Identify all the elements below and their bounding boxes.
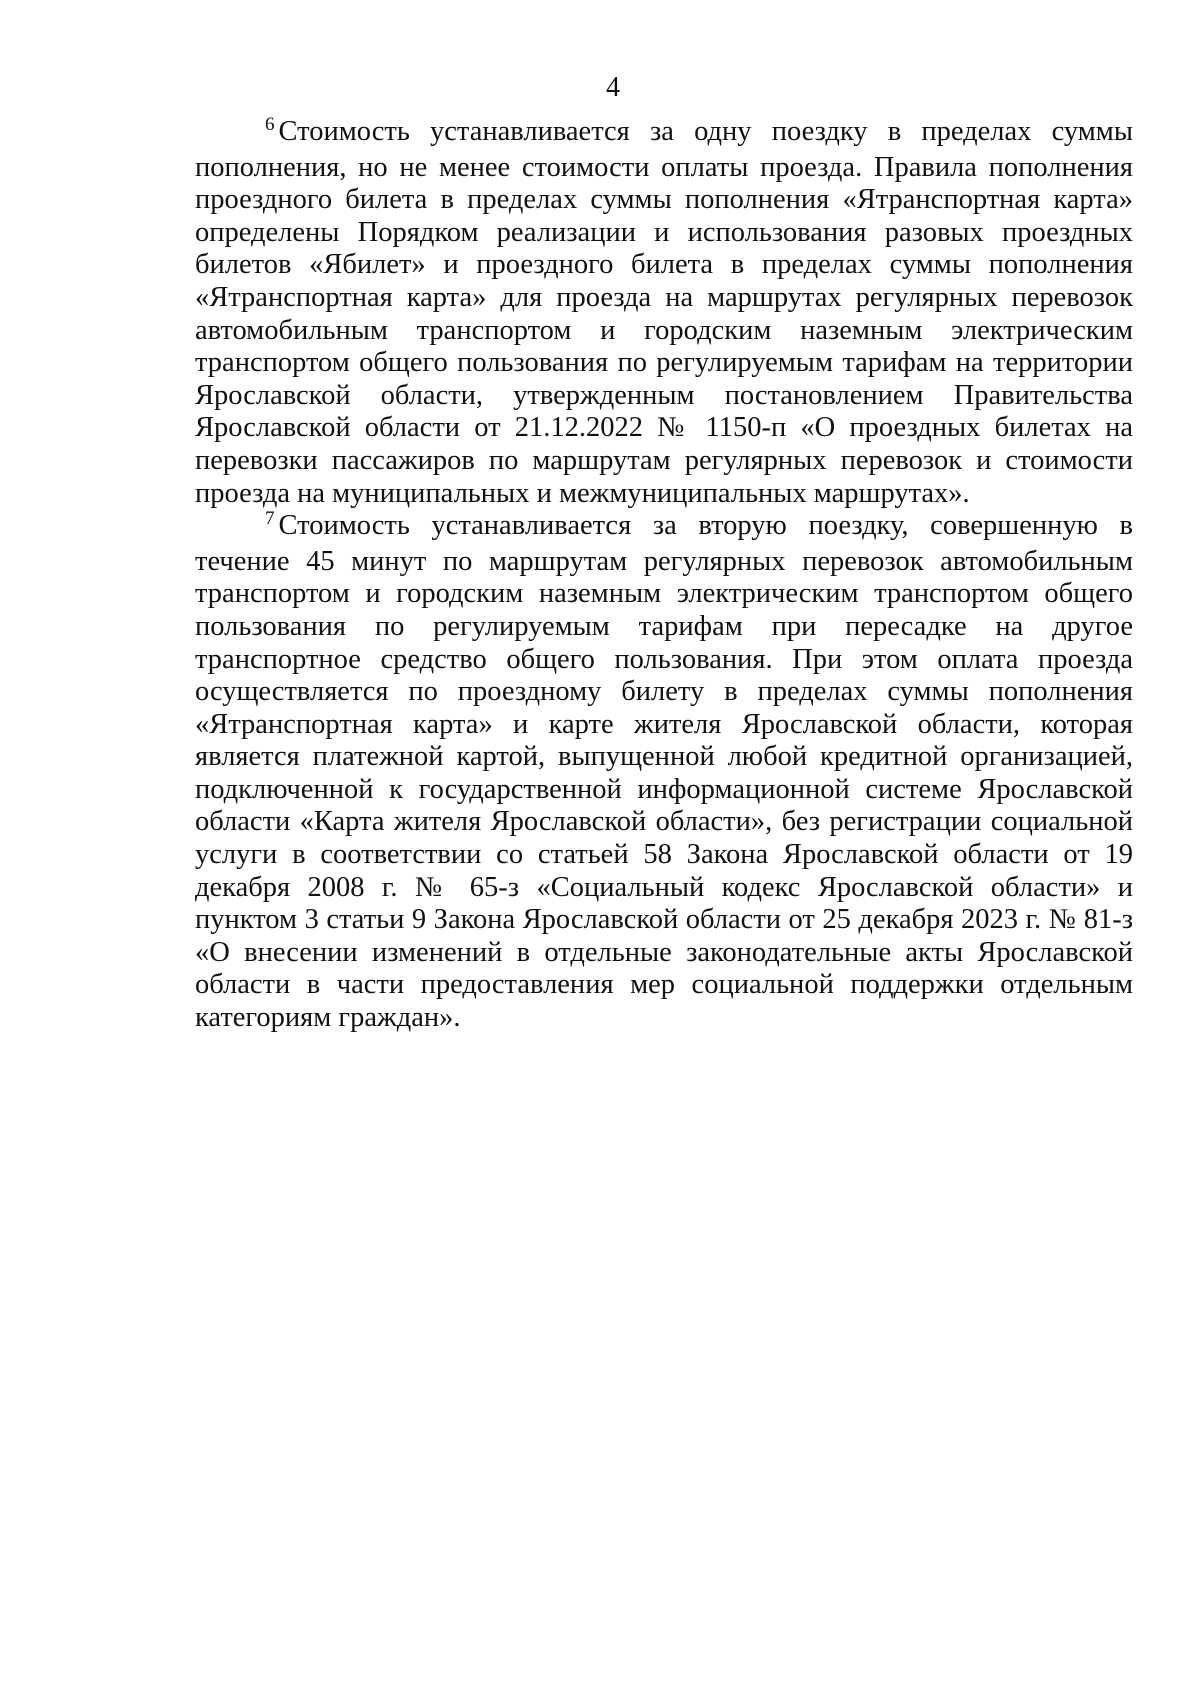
footnote-text-6: Стоимость устанавливается за одну поездку в пределах суммы пополнения, но не менее стоимости оплаты проезда. Правила пополнения проездного билета в пределах суммы пополнения «Ятранспортная карта» определены Порядком реализации и использования разовых проездных билетов «Ябилет» и проездного билета в пределах суммы пополнения «Ятранспортная карта» для проезда на маршрутах регулярных перевозок автомобильным транспортом и городским наземным электрическим транспортом общего пользования по регулируемым тарифам на территории Ярославской области, утвержденным постановлением Правительства Ярославской области от 21.12.2022 № 1150-п «О проездных билетах на перевозки пассажиров по маршрутам регулярных перевозок и стоимости проезда на муниципальных и межмуниципальных маршрутах». (195, 116, 1133, 509)
footnote-marker-6: 6 (265, 114, 275, 135)
page-number: 4 (606, 72, 620, 103)
footnote-marker-7: 7 (265, 508, 275, 530)
footnote-7 (195, 510, 1133, 1035)
footnote-6 (195, 116, 1133, 510)
footnote-text-7: Стоимость устанавливается за вторую поездку, совершенную в течение 45 минут по маршрутам регулярных перевозок автомобильным транспортом и городским наземным электрическим транспортом общего пользования по регулируемым тарифам при пересадке на другое транспортное средство общего пользования. При этом оплата проезда осуществляется по проездному билету в пределах суммы пополнения «Ятранспортная карта» и карте жителя Ярославской области, которая является платежной картой, выпущенной любой кредитной организацией, подключенной к государственной информационной системе Ярославской области «Карта жителя Ярославской области», без регистрации социальной услуги в соответствии со статьей 58 Закона Ярославской области от 19 декабря 2008 г. № 65-з «Социальный кодекс Ярославской области» и пунктом 3 статьи 9 Закона Ярославской области от 25 декабря 2023 г. № 81-з «О внесении изменений в отдельные законодательные акты Ярославской области в части предоставления мер социальной поддержки отдельным категориям граждан». (195, 510, 1133, 1034)
footnotes-section (195, 116, 1133, 1035)
